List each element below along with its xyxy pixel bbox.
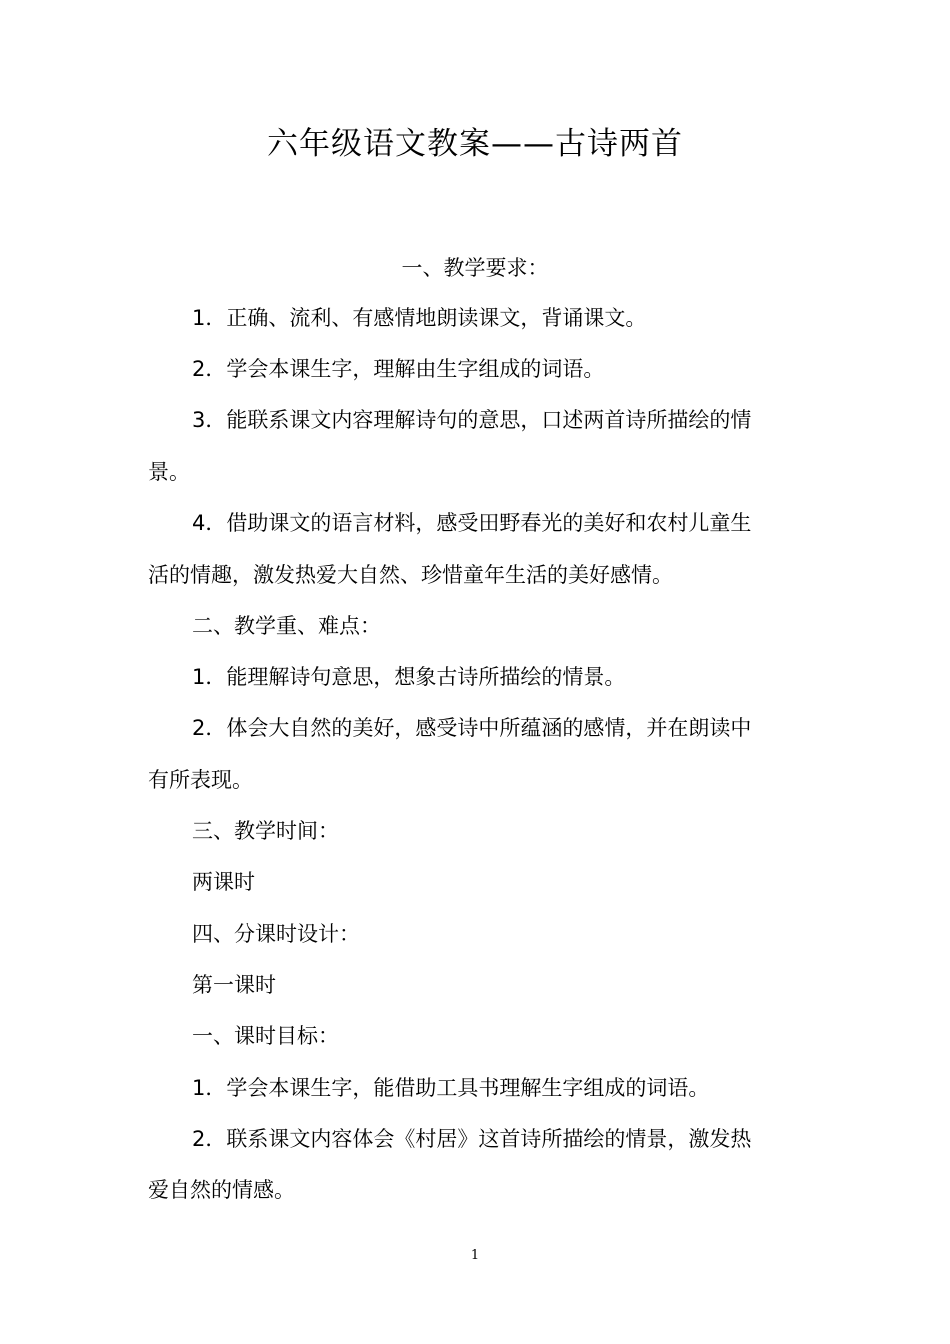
subheading-first-lesson: 第一课时 (192, 973, 276, 997)
paragraph-line: 1．正确、流利、有感情地朗读课文，背诵课文。 (192, 306, 647, 330)
paragraph-line: 2．联系课文内容体会《村居》这首诗所描绘的情景，激发热 (192, 1127, 752, 1151)
paragraph-line: 景。 (148, 460, 190, 484)
document-title: 六年级语文教案——古诗两首 (267, 126, 683, 162)
paragraph-line: 1．学会本课生字，能借助工具书理解生字组成的词语。 (192, 1076, 710, 1100)
paragraph-line: 1．能理解诗句意思，想象古诗所描绘的情景。 (192, 665, 626, 689)
section-heading-teaching-requirements: 一、教学要求： (401, 256, 549, 280)
section-heading-teaching-time: 三、教学时间： (192, 819, 339, 843)
section-heading-lesson-design: 四、分课时设计： (192, 922, 360, 946)
paragraph-line: 2．体会大自然的美好，感受诗中所蕴涵的感情，并在朗读中 (192, 716, 752, 740)
page-number: 1 (470, 1248, 480, 1263)
paragraph-line: 3．能联系课文内容理解诗句的意思，口述两首诗所描绘的情 (192, 408, 752, 432)
paragraph-line: 两课时 (192, 870, 255, 894)
paragraph-line: 有所表现。 (148, 768, 253, 792)
section-heading-lesson-goals: 一、课时目标： (192, 1024, 339, 1048)
paragraph-line: 2．学会本课生字，理解由生字组成的词语。 (192, 357, 605, 381)
paragraph-line: 爱自然的情感。 (148, 1178, 295, 1202)
paragraph-line: 4．借助课文的语言材料，感受田野春光的美好和农村儿童生 (192, 511, 752, 535)
section-heading-key-points: 二、教学重、难点： (192, 614, 381, 638)
paragraph-line: 活的情趣，激发热爱大自然、珍惜童年生活的美好感情。 (148, 563, 673, 587)
